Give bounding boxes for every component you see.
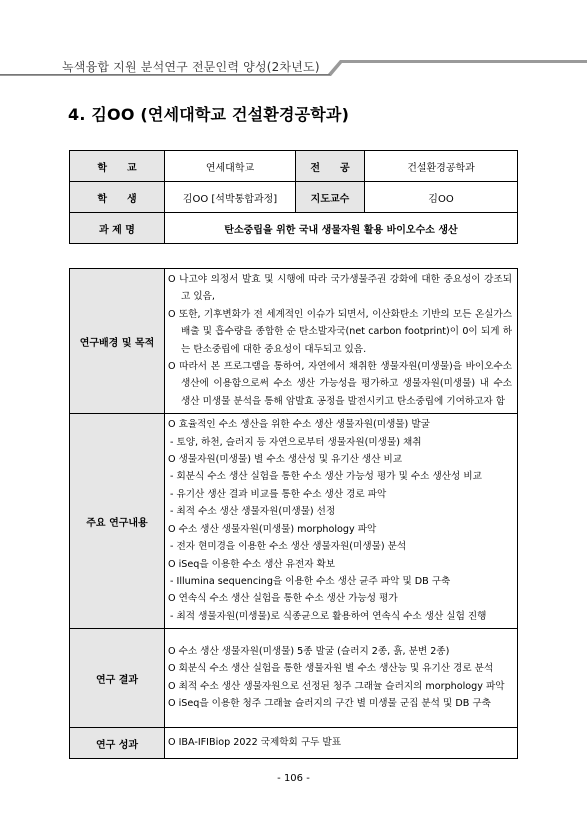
list-item: O 또한, 기후변화가 전 세계적인 이슈가 되면서, 이산화탄소 기반의 모든 온실가스 배출 및 흡수량을 종합한 순 탄소발자국(net carbon footprint)이 0이 되게 하는 탄소중립에 대한 중요성이 대두되고 있음. — [168, 308, 512, 355]
list-item: O iSeq을 이용한 수소 생산 유전자 확보 — [168, 558, 336, 570]
list-item: - 최적 생물자원(미생물)로 식종균으로 활용하여 연속식 수소 생산 실험 진행 — [170, 610, 487, 622]
table-row — [70, 151, 518, 182]
list-item: - 전자 현미경을 이용한 수소 생산 생물자원(미생물) 분석 — [170, 541, 407, 553]
running-title: 녹색융합 지원 분석연구 전문인력 양성(2차년도) — [62, 60, 320, 74]
list-item: O 연속식 수소 생산 실험을 통한 수소 생산 가능성 평가 — [168, 593, 398, 605]
list-item: O 나고야 의정서 발효 및 시행에 따라 국가생물주권 강화에 대한 중요성이 강조되고 있음, — [168, 274, 512, 303]
table-row — [70, 414, 518, 629]
background-content — [165, 269, 518, 414]
list-item: O 수소 생산 생물자원(미생물) morphology 파악 — [168, 523, 377, 535]
background-label: 연구배경 및 목적 — [70, 269, 165, 414]
table-row — [70, 213, 518, 244]
list-item: - 최적 수소 생산 생물자원(미생물) 선정 — [170, 506, 336, 518]
section-title: 4. 김OO (연세대학교 건설환경공학과) — [68, 105, 350, 124]
table-row — [70, 629, 518, 728]
student-value: 김OO [석박통합과정] — [165, 182, 296, 213]
outcomes-content — [165, 728, 518, 759]
list-item: O 효율적인 수소 생산을 위한 수소 생산 생물자원(미생물) 발굴 — [168, 419, 430, 431]
list-item: O 생물자원(미생물) 별 수소 생산성 및 유기산 생산 비교 — [168, 454, 403, 466]
list-item: O 최적 수소 생산 생물자원으로 선정된 청주 그래뉼 슬러지의 morphology 파악 — [168, 680, 505, 692]
contents-label: 주요 연구내용 — [70, 414, 165, 629]
list-item: O 수소 생산 생물자원(미생물) 5종 발굴 (슬러지 2종, 흙, 분변 2종) — [168, 645, 450, 657]
school-label: 학 교 — [70, 151, 165, 182]
contents-content — [165, 414, 518, 629]
topic-value: 탄소중립을 위한 국내 생물자원 활용 바이오수소 생산 — [165, 213, 518, 244]
major-value: 건설환경공학과 — [365, 151, 518, 182]
table-row — [70, 728, 518, 759]
research-table — [69, 268, 518, 759]
advisor-label: 지도교수 — [296, 182, 365, 213]
list-item: - 토양, 하천, 슬러지 등 자연으로부터 생물자원(미생물) 채취 — [170, 436, 422, 448]
info-table — [69, 150, 518, 244]
school-value: 연세대학교 — [165, 151, 296, 182]
list-item: O 회분식 수소 생산 실험을 통한 생물자원 별 수소 생산능 및 유기산 경로 분석 — [168, 663, 494, 675]
list-item: O 따라서 본 프로그램을 통하여, 자연에서 채취한 생물자원(미생물)을 바이오수소 생산에 이용함으로써 수소 생산 가능성을 평가하고 생물자원(미생물) 내 수소 생산 미생물 분석을 통해 암발효 공정을 발전시키고 탄소중립에 기여하고자 함 — [168, 361, 512, 407]
table-row — [70, 269, 518, 414]
list-item: - 유기산 생산 결과 비교를 통한 수소 생산 경로 파악 — [170, 488, 387, 500]
page-number: - 106 - — [277, 773, 310, 784]
list-item: O iSeq을 이용한 청주 그래뉼 슬러지의 구간 별 미생물 군집 분석 및 DB 구축 — [168, 698, 491, 710]
list-item: - 회분식 수소 생산 실험을 통한 수소 생산 가능성 평가 및 수소 생산성 비교 — [170, 471, 482, 483]
major-label: 전 공 — [296, 151, 365, 182]
results-content — [165, 629, 518, 728]
advisor-value: 김OO — [365, 182, 518, 213]
table-row — [70, 182, 518, 213]
outcomes-label: 연구 성과 — [70, 728, 165, 759]
list-item: O IBA-IFIBiop 2022 국제학회 구두 발표 — [168, 736, 341, 748]
list-item: - Illumina sequencing을 이용한 수소 생산 균주 파악 및 DB 구축 — [170, 575, 451, 587]
running-header — [0, 49, 587, 79]
results-label: 연구 결과 — [70, 629, 165, 728]
student-label: 학 생 — [70, 182, 165, 213]
topic-label: 과 제 명 — [70, 213, 165, 244]
